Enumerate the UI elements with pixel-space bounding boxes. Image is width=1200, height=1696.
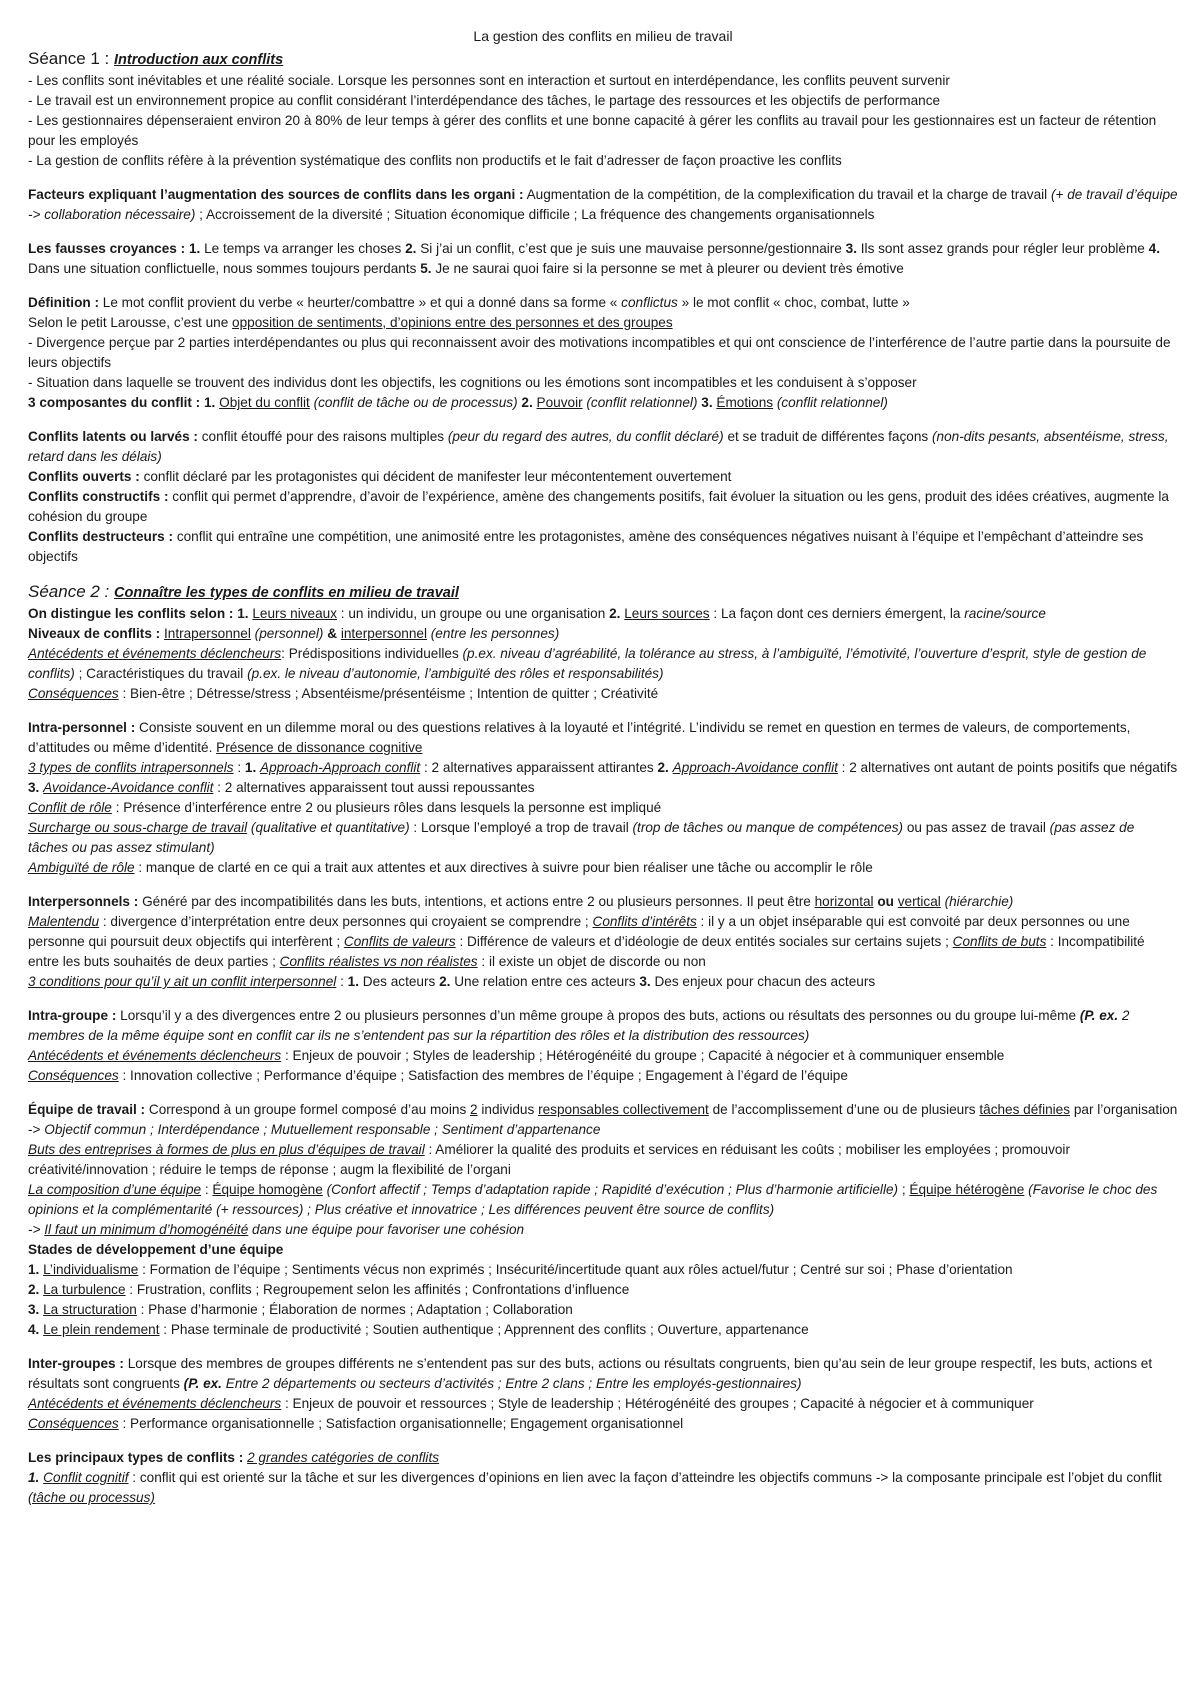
stade-name: Le plein rendement	[43, 1322, 160, 1337]
surcharge-paragraph	[28, 818, 1178, 858]
distingue-text: : un individu, un groupe ou une organisation	[340, 606, 606, 621]
homogeneite-line	[28, 1220, 1178, 1240]
intergroupes-consequences	[28, 1414, 1178, 1434]
stade-text: : Frustration, conflits ; Regroupement selon les affinités ; Confrontations d’influence	[129, 1282, 630, 1297]
equipe-underlined-2: responsables collectivement	[538, 1102, 709, 1117]
ambiguite-line	[28, 858, 1178, 878]
principaux-line	[28, 1448, 1178, 1468]
intragroupe-paragraph	[28, 1006, 1178, 1046]
definition-label: Définition :	[28, 295, 99, 310]
item-number: 5.	[420, 261, 432, 276]
seance-2-subtitle: Connaître les types de conflits en milieu de travail	[114, 585, 459, 601]
homogene-italic: (Confort affectif ; Temps d’adaptation rapide ; Rapidité d’exécution ; Plus d’harmonie artificielle)	[326, 1182, 899, 1197]
intergroupes-example-label: (P. ex.	[183, 1376, 222, 1391]
latents-text: conflit étouffé pour des raisons multiples	[201, 429, 445, 444]
destructeurs-text: conflit qui entraîne une compétition, une animosité entre les protagonistes, amène des conséquences négatives nuisant à l’équipe et l’empêchant d’atteindre ses objectifs	[28, 529, 1144, 564]
constructifs-text: conflit qui permet d’apprendre, d’avoir de l’expérience, amène des changements positifs, fait évoluer la situation ou les gens, produit des idées créatives, augmente la cohésion du groupe	[28, 489, 1169, 524]
ampersand: &	[327, 626, 338, 641]
role-label: Conflit de rôle	[28, 800, 112, 815]
consequences-text: : Innovation collective ; Performance d’équipe ; Satisfaction des membres de l’équipe ; Engagement à l’égard de l’équipe	[122, 1068, 848, 1083]
croyance-item: Je ne saurai quoi faire si la personne se met à pleurer ou devient très émotive	[435, 261, 904, 276]
stade-name: L’individualisme	[43, 1262, 139, 1277]
antecedents-text: : Enjeux de pouvoir et ressources ; Style de leadership ; Hétérogénéité des groupes ; Capacité à négocier et à communiquer	[284, 1396, 1034, 1411]
stade-text: : Formation de l’équipe ; Sentiments vécus non exprimés ; Insécurité/incertitude quant aux rôles actuel/futur ; Centré sur soi ; Phase d’orientation	[142, 1262, 1013, 1277]
buts-text: : Incompatibilité entre les buts souhaités de deux parties ;	[28, 934, 1145, 969]
equipe-text-2: individus	[481, 1102, 535, 1117]
equipe-paragraph	[28, 1100, 1178, 1140]
stade-item	[28, 1280, 1178, 1300]
valeurs-label: Conflits de valeurs	[343, 934, 456, 949]
larousse-underlined: opposition de sentiments, d’opinions entre des personnes et des groupes	[232, 315, 673, 330]
constructifs-paragraph	[28, 487, 1178, 527]
definition-point: - Situation dans laquelle se trouvent des individus dont les objectifs, les cognitions ou les émotions sont incompatibles et les conduisent à s’opposer	[28, 375, 917, 390]
facteurs-paragraph	[28, 185, 1178, 225]
malentendu-text: : divergence d’interprétation entre deux personnes qui croyaient se comprendre ;	[102, 914, 589, 929]
distingue-item: Leurs niveaux	[252, 606, 337, 621]
facteurs-italic: (+ de travail d’équipe -> collaboration nécessaire)	[28, 187, 1178, 222]
facteurs-text: Augmentation de la compétition, de la complexification du travail et la charge de travail	[526, 187, 1048, 202]
separator: ;	[901, 1182, 906, 1197]
equipe-buts-text: : Améliorer la qualité des produits et services en réduisant les coûts ; mobiliser les employées ; promouvoir créativité/innovation ; réduire le temps de réponse ; augm la flexibilité de l’organi	[28, 1142, 1070, 1177]
intra-underlined: Présence de dissonance cognitive	[216, 740, 423, 755]
antecedents-italic: (p.ex. niveau d’agréabilité, la tolérance au stress, à l’ambiguïté, l’émotivité, l’ouverture d’esprit, style de gestion de conflits)	[28, 646, 1147, 681]
stades-heading	[28, 1240, 1178, 1260]
condition-item: Des acteurs	[362, 974, 436, 989]
surcharge-label: Surcharge ou sous-charge de travail	[28, 820, 248, 835]
item-number: 3.	[845, 241, 857, 256]
stade-item	[28, 1260, 1178, 1280]
item-number: 1.	[188, 241, 201, 256]
latents-italic: (peur du regard des autres, du conflit déclaré)	[447, 429, 724, 444]
condition-item: Une relation entre ces acteurs	[454, 974, 636, 989]
intra-type-text: : 2 alternatives ont autant de points positifs que négatifs	[841, 760, 1178, 775]
surcharge-italic-2: (trop de tâches ou manque de compétences)	[632, 820, 904, 835]
intra-types-label: 3 types de conflits intrapersonnels	[28, 760, 234, 775]
distingue-item: Leurs sources	[624, 606, 710, 621]
item-number: 1.	[204, 395, 216, 410]
item-number: 1.	[347, 974, 359, 989]
niveau-note: (entre les personnes)	[430, 626, 560, 641]
heterogene-italic: (Favorise le choc des opinions et la complémentarité (+ ressources) ; Plus créative et innovatrice ; Les différences peuvent être source de conflits)	[28, 1182, 1158, 1217]
conflit-cognitif-label: Conflit cognitif	[43, 1470, 129, 1485]
conditions-label: 3 conditions pour qu’il y ait un conflit interpersonnel	[28, 974, 337, 989]
intergroupes-paragraph	[28, 1354, 1178, 1394]
buts-label: Conflits de buts	[952, 934, 1047, 949]
composante-name: Objet du conflit	[219, 395, 310, 410]
croyance-item: Ils sont assez grands pour régler leur problème	[860, 241, 1145, 256]
intro-point: - La gestion de conflits réfère à la prévention systématique des conflits non productifs et le fait d’adresser de façon proactive les conflits	[28, 153, 842, 168]
intra-type-text: : 2 alternatives apparaissent tout aussi repoussantes	[217, 780, 535, 795]
conditions-sep: :	[340, 974, 344, 989]
intra-type-name: Approach-Avoidance conflit	[672, 760, 838, 775]
intra-paragraph	[28, 718, 1178, 758]
antecedents-text: : Prédispositions individuelles	[281, 646, 459, 661]
intragroupe-text: Lorsqu’il y a des divergences entre 2 ou plusieurs personnes d’un même groupe à propos des buts, actions ou résultats des personnes ou du groupe lui-même	[120, 1008, 1077, 1023]
composante-note: (conflit de tâche ou de processus)	[313, 395, 518, 410]
niveaux-line	[28, 624, 1178, 644]
heterogene-label: Équipe hétérogène	[909, 1182, 1025, 1197]
conflit-cognitif-text: : conflit qui est orienté sur la tâche et sur les divergences d’opinions en lien avec la façon d’atteindre les objectifs communs -> la composante principale est l’objet du conflit	[132, 1470, 1162, 1485]
composition-sep: :	[204, 1182, 209, 1197]
consequences-label: Conséquences	[28, 1416, 119, 1431]
item-number: 4.	[28, 1322, 40, 1337]
item-number: 2.	[609, 606, 621, 621]
facteurs-text-2: ; Accroissement de la diversité ; Situation économique difficile ; La fréquence des changements organisationnels	[199, 207, 875, 222]
larousse-text: Selon le petit Larousse, c’est une	[28, 315, 229, 330]
equipe-underlined: 2	[470, 1102, 478, 1117]
ouverts-label: Conflits ouverts :	[28, 469, 140, 484]
homogeneite-underlined: Il faut un minimum d’homogénéité	[44, 1222, 249, 1237]
definition-text-2: » le mot conflit « choc, combat, lutte »	[681, 295, 910, 310]
intra-type-name: Approach-Approach conflit	[260, 760, 421, 775]
item-number: 3.	[28, 780, 40, 795]
stades-label: Stades de développement d’une équipe	[28, 1242, 284, 1257]
inter-line	[28, 892, 1178, 912]
croyances-label: Les fausses croyances :	[28, 241, 186, 256]
realistes-label: Conflits réalistes vs non réalistes	[279, 954, 478, 969]
destructeurs-paragraph	[28, 527, 1178, 567]
croyances-paragraph	[28, 239, 1178, 279]
item-number: 3.	[639, 974, 651, 989]
item-number: 3.	[701, 395, 713, 410]
niveau-name: Intrapersonnel	[163, 626, 251, 641]
intra-text: Consiste souvent en un dilemme moral ou des questions relatives à la loyauté et l’intégrité. L’individu se remet en question en termes de valeurs, de comportements, d’attitudes ou même d’identité.	[28, 720, 1131, 755]
antecedents-paragraph	[28, 644, 1178, 684]
definition-latin: conflictus	[621, 295, 678, 310]
principaux-label: Les principaux types de conflits :	[28, 1450, 244, 1465]
intragroupe-example: 2 membres de la même équipe sont en conflit car ils ne s’entendent pas sur la répartition des rôles et la distribution des ressources)	[28, 1008, 1130, 1043]
stade-text: : Phase d’harmonie ; Élaboration de normes ; Adaptation ; Collaboration	[140, 1302, 573, 1317]
conflit-cognitif-paragraph	[28, 1468, 1178, 1508]
composante-note: (conflit relationnel)	[776, 395, 888, 410]
intragroupe-label: Intra-groupe :	[28, 1008, 117, 1023]
inter-label: Interpersonnels :	[28, 894, 139, 909]
realistes-text: : il existe un objet de discorde ou non	[481, 954, 706, 969]
composition-label: La composition d’une équipe	[28, 1182, 202, 1197]
stade-name: La structuration	[43, 1302, 137, 1317]
role-text: : Présence d’interférence entre 2 ou plusieurs rôles dans lesquels la personne est impliqué	[115, 800, 662, 815]
antecedents-label: Antécédents et événements déclencheurs	[28, 1048, 282, 1063]
composante-note: (conflit relationnel)	[586, 395, 698, 410]
seance-2-heading	[28, 581, 1178, 604]
ambiguite-label: Ambiguïté de rôle	[28, 860, 135, 875]
composante-name: Émotions	[716, 395, 774, 410]
intragroupe-consequences	[28, 1066, 1178, 1086]
document-title: La gestion des conflits en milieu de travail	[473, 28, 733, 44]
consequences-label: Conséquences	[28, 1068, 119, 1083]
destructeurs-label: Conflits destructeurs :	[28, 529, 174, 544]
item-number: 4.	[1148, 241, 1160, 256]
croyance-item: Dans une situation conflictuelle, nous sommes toujours perdants	[28, 261, 417, 276]
item-number: 2.	[657, 760, 669, 775]
intro-point: - Les conflits sont inévitables et une réalité sociale. Lorsque les personnes sont en interaction et surtout en interdépendance, les conflits peuvent survenir	[28, 73, 950, 88]
conflit-cognitif-italic: (tâche ou processus)	[28, 1490, 155, 1505]
stade-item	[28, 1300, 1178, 1320]
intragroupe-antecedents	[28, 1046, 1178, 1066]
item-number: 2.	[405, 241, 417, 256]
antecedents-label: Antécédents et événements déclencheurs	[28, 646, 282, 661]
surcharge-text: : Lorsque l’employé a trop de travail	[413, 820, 629, 835]
niveau-note: (personnel)	[254, 626, 324, 641]
homogene-label: Équipe homogène	[212, 1182, 323, 1197]
conditions-line	[28, 972, 1178, 992]
principaux-underlined: 2 grandes catégories de conflits	[247, 1450, 440, 1465]
intro-point: - Le travail est un environnement propice au conflit considérant l’interdépendance des tâches, le partage des ressources et les objectifs de performance	[28, 93, 941, 108]
item-number: 2.	[521, 395, 533, 410]
composantes-line	[28, 393, 1178, 413]
equipe-text-3: de l’accomplissement d’une ou de plusieurs	[712, 1102, 976, 1117]
item-number: 1.	[244, 760, 257, 775]
equipe-buts-label: Buts des entreprises à formes de plus en plus d’équipes de travail	[28, 1142, 425, 1157]
intergroupes-text: Lorsque des membres de groupes différents ne s’entendent pas sur des buts, actions ou résultats congruents, bien qu’au sein de leur groupe respectif, les buts, actions et résultats sont congruents	[28, 1356, 1153, 1391]
antecedents-italic-2: (p.ex. le niveau d’autonomie, l’ambiguïté des rôles et responsabilités)	[247, 666, 664, 681]
interets-text: : il y a un objet inséparable qui est convoité par deux personnes ou une personne qui poursuit deux objectifs qui interfèrent ;	[28, 914, 1130, 949]
croyance-item: Si j’ai un conflit, c’est que je suis une mauvaise personne/gestionnaire	[420, 241, 842, 256]
inter-horizontal: horizontal	[814, 894, 874, 909]
item-number: 2.	[28, 1282, 40, 1297]
antecedents-label: Antécédents et événements déclencheurs	[28, 1396, 282, 1411]
facteurs-label: Facteurs expliquant l’augmentation des sources de conflits dans les organi :	[28, 187, 524, 202]
equipe-text: Correspond à un groupe formel composé d’au moins	[148, 1102, 467, 1117]
niveaux-label: Niveaux de conflits :	[28, 626, 161, 641]
inter-vertical: vertical	[897, 894, 941, 909]
item-number: 2.	[439, 974, 451, 989]
inter-kinds-paragraph	[28, 912, 1178, 972]
intra-type-text: : 2 alternatives apparaissent attirantes	[424, 760, 654, 775]
intra-types-paragraph: 3 types de conflits intrapersonnels : 1. Approach-Approach conflit : 2 alternatives apparaissent attirantes 2. Approach-Avoidance conflit : 2 alternatives ont autant de points positifs que négatifs 3. Avoidance-Avoidance conflit : 2 alternatives apparaissent tout aussi repoussantes	[28, 760, 1178, 795]
inter-italic: (hiérarchie)	[944, 894, 1014, 909]
niveau-name: interpersonnel	[340, 626, 427, 641]
intra-type-name: Avoidance-Avoidance conflit	[43, 780, 214, 795]
definition-text: Le mot conflit provient du verbe « heurter/combattre » et qui a donné dans sa forme «	[102, 295, 618, 310]
role-line	[28, 798, 1178, 818]
intragroupe-example-label: (P. ex.	[1079, 1008, 1119, 1023]
seance-1-heading	[28, 48, 1178, 71]
item-number: 1.	[28, 1262, 40, 1277]
distingue-text: : La façon dont ces derniers émergent, la	[713, 606, 961, 621]
equipe-label: Équipe de travail :	[28, 1102, 146, 1117]
item-number: 1.	[237, 606, 249, 621]
definition-line	[28, 293, 1178, 313]
seance-1-label: Séance 1 :	[28, 49, 110, 68]
antecedents-text-2: ; Caractéristiques du travail	[78, 666, 244, 681]
composantes-label: 3 composantes du conflit :	[28, 395, 201, 410]
malentendu-label: Malentendu	[28, 914, 100, 929]
consequences-text: : Performance organisationnelle ; Satisfaction organisationnelle; Engagement organisationnel	[122, 1416, 684, 1431]
consequences-text: : Bien-être ; Détresse/stress ; Absentéisme/présentéisme ; Intention de quitter ; Créativité	[122, 686, 659, 701]
surcharge-italic-3: (pas assez de tâches ou pas assez stimulant)	[28, 820, 1135, 855]
distingue-line	[28, 604, 1178, 624]
consequences-line	[28, 684, 1178, 704]
intergroupes-example: Entre 2 départements ou secteurs d’activités ; Entre 2 clans ; Entre les employés-gestionnaires)	[225, 1376, 802, 1391]
latents-text-2: et se traduit de différentes façons	[727, 429, 929, 444]
stade-item	[28, 1320, 1178, 1340]
ambiguite-text: : manque de clarté en ce qui a trait aux attentes et aux directives à suivre pour bien réaliser une tâche ou accomplir le rôle	[138, 860, 873, 875]
stade-text: : Phase terminale de productivité ; Soutien authentique ; Apprennent des conflits ; Ouverture, appartenance	[163, 1322, 809, 1337]
composition-paragraph	[28, 1180, 1178, 1220]
latents-italic-2: (non-dits pesants, absentéisme, stress, retard dans les délais)	[28, 429, 1169, 464]
surcharge-italic: (qualitative et quantitative)	[250, 820, 410, 835]
ouverts-text: conflit déclaré par les protagonistes qui décident de manifester leur mécontentement ouvertement	[143, 469, 732, 484]
surcharge-text-2: ou pas assez de travail	[906, 820, 1046, 835]
croyance-item: Le temps va arranger les choses	[204, 241, 402, 256]
antecedents-text: : Enjeux de pouvoir ; Styles de leadership ; Hétérogénéité du groupe ; Capacité à négocier et à communiquer ensemble	[284, 1048, 1005, 1063]
seance-2-label: Séance 2 :	[28, 582, 110, 601]
stade-name: La turbulence	[43, 1282, 126, 1297]
distingue-italic: racine/source	[964, 606, 1046, 621]
seance-1-subtitle: Introduction aux conflits	[114, 52, 284, 68]
equipe-buts-paragraph	[28, 1140, 1178, 1180]
latents-label: Conflits latents ou larvés :	[28, 429, 198, 444]
intergroupes-label: Inter-groupes :	[28, 1356, 124, 1371]
definition-point: - Divergence perçue par 2 parties interdépendantes ou plus qui reconnaissent avoir des motivations incompatibles et qui ont conscience de l’interférence de l’autre partie dans la poursuite de leurs objectifs	[28, 335, 1171, 370]
inter-text: Généré par des incompatibilités dans les buts, intentions, et actions entre 2 ou plusieurs personnes. Il peut être	[142, 894, 811, 909]
item-number: 3.	[28, 1302, 40, 1317]
equipe-text-4: par l’organisation ->	[28, 1102, 1178, 1137]
valeurs-text: : Différence de valeurs et d’idéologie de deux entités sociales sur certains sujets ;	[459, 934, 949, 949]
interets-label: Conflits d’intérêts	[592, 914, 697, 929]
intro-point: - Les gestionnaires dépenseraient environ 20 à 80% de leur temps à gérer des conflits et une bonne capacité à gérer les conflits au travail pour les gestionnaires est un facteur de rétention pour les employés	[28, 113, 1157, 148]
equipe-underlined-3: tâches définies	[979, 1102, 1071, 1117]
equipe-italic: Objectif commun ; Interdépendance ; Mutuellement responsable ; Sentiment d’appartenance	[44, 1122, 601, 1137]
intergroupes-antecedents	[28, 1394, 1178, 1414]
intra-label: Intra-personnel :	[28, 720, 136, 735]
ouverts-paragraph	[28, 467, 1178, 487]
larousse-line	[28, 313, 1178, 333]
distingue-label: On distingue les conflits selon :	[28, 606, 234, 621]
consequences-label: Conséquences	[28, 686, 119, 701]
homogeneite-italic: dans une équipe pour favoriser une cohésion	[252, 1222, 525, 1237]
composante-name: Pouvoir	[536, 395, 583, 410]
condition-item: Des enjeux pour chacun des acteurs	[654, 974, 876, 989]
inter-or: ou	[877, 894, 894, 909]
constructifs-label: Conflits constructifs :	[28, 489, 169, 504]
item-number: 1.	[28, 1470, 40, 1485]
latents-paragraph	[28, 427, 1178, 467]
arrow: ->	[28, 1222, 41, 1237]
